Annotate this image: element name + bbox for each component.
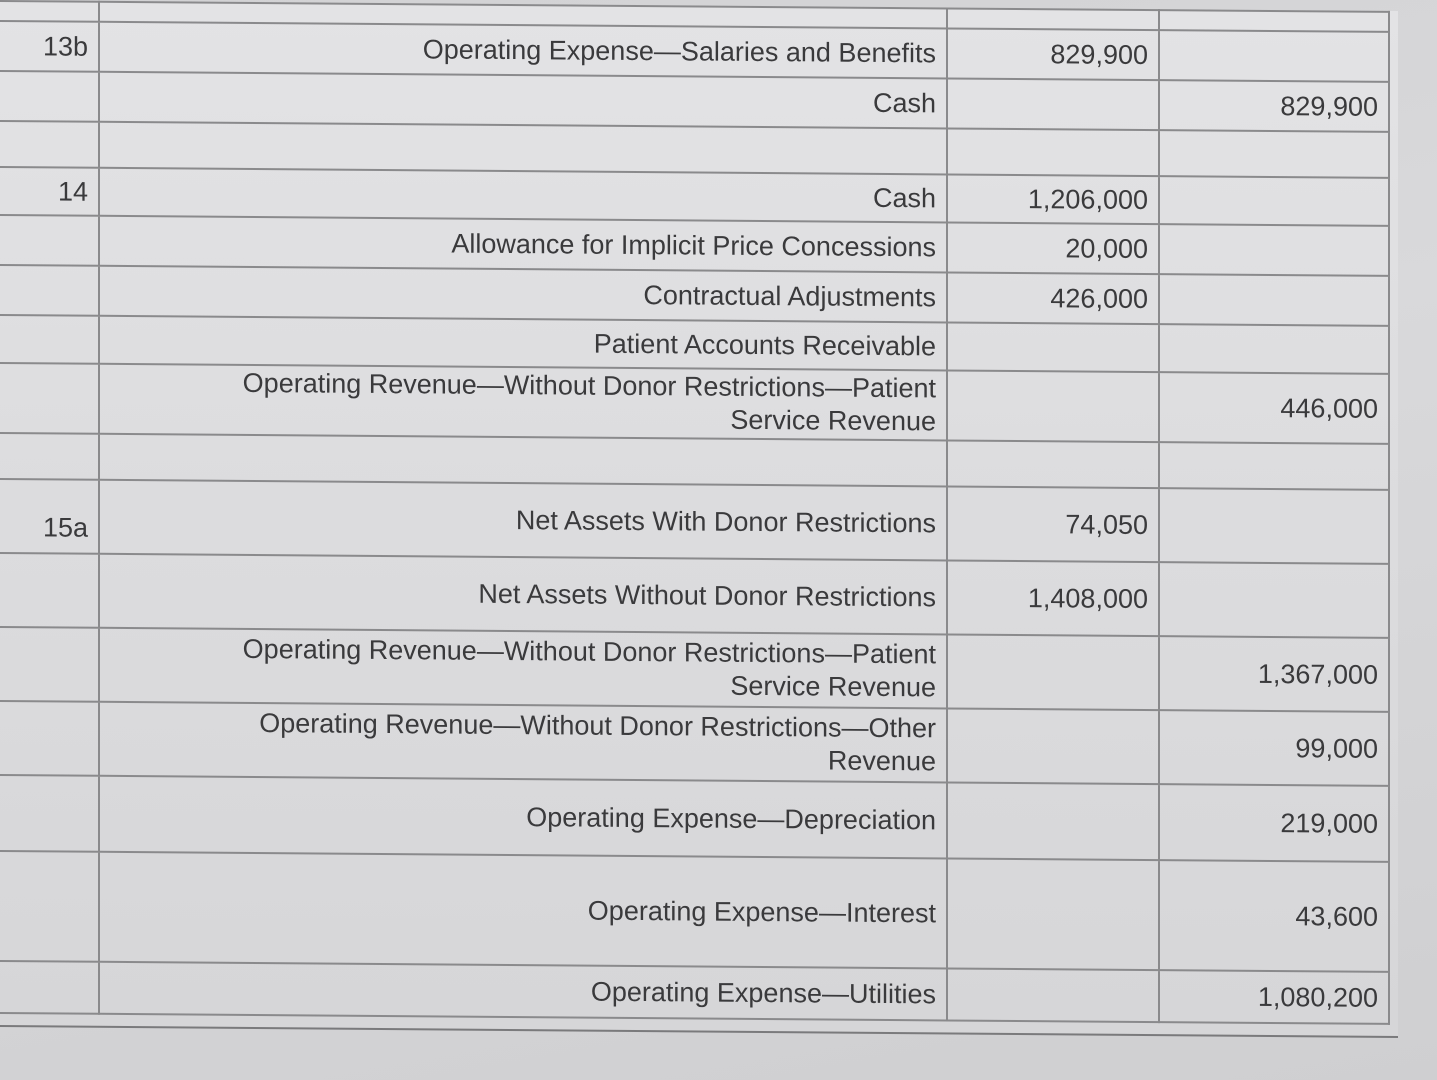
debit-amount (947, 968, 1159, 1022)
account-name: Operating Expense—Salaries and Benefits (99, 22, 947, 79)
credit-amount: 219,000 (1159, 784, 1389, 862)
credit-amount (1159, 562, 1389, 638)
credit-amount (1159, 30, 1389, 82)
table-row (0, 961, 1389, 1024)
account-name: Contractual Adjustments (99, 266, 947, 323)
account-name (99, 702, 947, 783)
credit-amount (1159, 274, 1389, 326)
account-name: Patient Accounts Receivable (99, 316, 947, 371)
debit-amount: 1,408,000 (947, 560, 1159, 636)
account-name-line2: Service Revenue (730, 670, 936, 703)
debit-amount (947, 634, 1159, 710)
account-name: Net Assets Without Donor Restrictions (99, 554, 947, 635)
account-name-line1: Operating Revenue—Without Donor Restrictions—Patient (242, 367, 936, 404)
account-name: Allowance for Implicit Price Concessions (99, 216, 947, 273)
credit-amount: 829,900 (1159, 80, 1389, 132)
credit-amount (1159, 224, 1389, 276)
debit-amount (947, 858, 1159, 970)
debit-amount: 74,050 (947, 486, 1159, 562)
entry-ref: 15a (0, 479, 99, 554)
debit-amount (947, 782, 1159, 860)
table-row (0, 701, 1389, 786)
account-name: Cash (99, 72, 947, 129)
account-name: Operating Expense—Interest (99, 852, 947, 969)
table-row (0, 775, 1389, 862)
debit-amount: 426,000 (947, 272, 1159, 324)
table-row (0, 851, 1389, 972)
account-name: Operating Expense—Depreciation (99, 776, 947, 859)
debit-amount (947, 78, 1159, 130)
credit-amount: 43,600 (1159, 860, 1389, 972)
credit-amount: 1,080,200 (1159, 970, 1389, 1024)
credit-amount: 446,000 (1159, 372, 1389, 444)
account-name-line1: Operating Revenue—Without Donor Restrictions—Patient (242, 633, 936, 670)
debit-amount (947, 708, 1159, 784)
account-name (99, 364, 947, 441)
debit-amount (947, 322, 1159, 372)
debit-amount: 829,900 (947, 28, 1159, 80)
entry-ref: 13b (0, 21, 99, 72)
credit-amount (1159, 176, 1389, 226)
account-name-line2: Service Revenue (730, 404, 936, 437)
credit-amount (1159, 488, 1389, 564)
table-row (0, 553, 1389, 638)
account-name-line1: Operating Revenue—Without Donor Restrictions—Other (259, 708, 936, 744)
debit-amount: 20,000 (947, 222, 1159, 274)
table-row (0, 627, 1389, 712)
table-row (0, 363, 1389, 444)
account-name-line2: Revenue (827, 745, 936, 777)
debit-amount (947, 370, 1159, 442)
table-row (0, 479, 1389, 564)
credit-amount (1159, 324, 1389, 374)
account-name (99, 628, 947, 709)
account-name: Net Assets With Donor Restrictions (99, 480, 947, 561)
debit-amount: 1,206,000 (947, 174, 1159, 224)
account-name: Cash (99, 168, 947, 223)
account-name: Operating Expense—Utilities (99, 962, 947, 1021)
credit-amount: 1,367,000 (1159, 636, 1389, 712)
credit-amount: 99,000 (1159, 710, 1389, 786)
entry-ref: 14 (0, 167, 99, 216)
